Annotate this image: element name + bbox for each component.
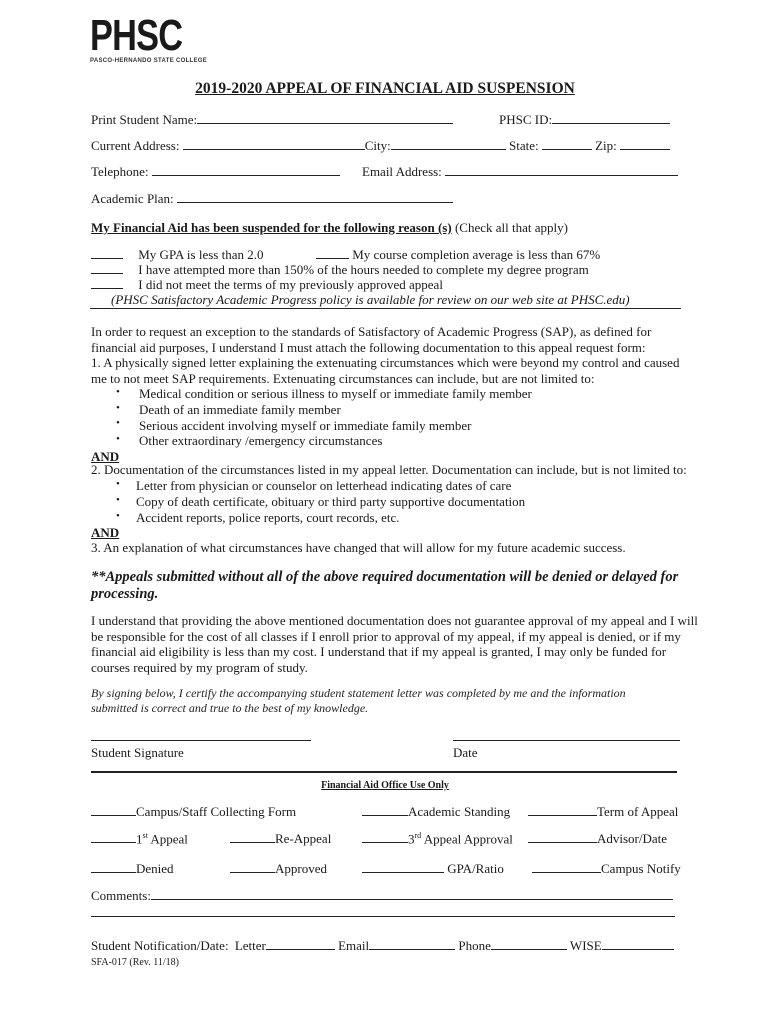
wise-line[interactable] xyxy=(602,939,674,950)
state-line[interactable] xyxy=(542,139,592,150)
third-appeal-number: 3 xyxy=(408,831,415,847)
reason-note: (Check all that apply) xyxy=(454,220,568,235)
form-number: SFA-017 (Rev. 11/18) xyxy=(91,957,179,968)
city-line[interactable] xyxy=(391,139,506,150)
signature-line[interactable] xyxy=(91,740,311,741)
letter-line[interactable] xyxy=(266,939,335,950)
current-address-label: Current Address: xyxy=(91,138,180,153)
intro-line-3: 1. A physically signed letter explaining the extenuating circumstances which were beyond my control and caused xyxy=(91,355,680,371)
list-item-certificate: Copy of death certificate, obituary or third party supportive documentation xyxy=(136,494,526,509)
academic-plan-label: Academic Plan: xyxy=(91,191,174,206)
zip-line[interactable] xyxy=(620,139,670,150)
reason-gpa-text: My GPA is less than 2.0 xyxy=(138,247,264,262)
reason-gpa[interactable] xyxy=(91,247,263,263)
email-field[interactable] xyxy=(362,164,678,180)
logo-wordmark: PHSC xyxy=(90,11,183,60)
understand-line-3: financial aid eligibility is less than my cost. I understand that if my appeal is granted, I may only be funded for xyxy=(91,644,667,660)
print-name-field[interactable] xyxy=(91,112,453,128)
email-label: Email Address: xyxy=(362,164,442,179)
email-line[interactable] xyxy=(445,165,678,176)
re-appeal-label: Re-Appeal xyxy=(275,831,332,846)
current-address-field[interactable] xyxy=(91,138,670,154)
phone-line[interactable] xyxy=(491,939,567,950)
third-appeal-label: Appeal Approval xyxy=(421,831,513,847)
bullet: • xyxy=(116,478,120,490)
bullet: • xyxy=(116,402,120,414)
term-of-appeal-line[interactable] xyxy=(528,805,597,816)
approved-line[interactable] xyxy=(230,862,275,873)
understand-line-2: be responsible for the cost of all classes if I enroll prior to approval of my appeal, if my appeal is denied, or if my xyxy=(91,628,681,644)
third-appeal-line[interactable] xyxy=(362,832,408,843)
office-use-heading: Financial Aid Office Use Only xyxy=(321,780,449,791)
certify-line-2: submitted is correct and true to the best of my knowledge. xyxy=(91,701,369,715)
telephone-label: Telephone: xyxy=(91,164,149,179)
third-appeal-suffix: rd xyxy=(414,831,422,840)
campus-notify-line[interactable] xyxy=(532,862,601,873)
third-appeal-field[interactable] xyxy=(362,831,513,847)
notification-field[interactable] xyxy=(91,938,674,954)
reason-heading xyxy=(91,220,568,236)
approved-field[interactable] xyxy=(230,861,327,877)
comments-line[interactable] xyxy=(151,889,673,900)
letter-label: Letter xyxy=(234,938,266,953)
phsc-id-label: PHSC ID: xyxy=(499,112,553,127)
advisor-date-field[interactable] xyxy=(528,831,667,847)
city-label: City: xyxy=(364,138,391,153)
comments-line-2[interactable] xyxy=(91,916,675,917)
first-appeal-suffix: st xyxy=(142,831,148,840)
office-divider xyxy=(91,771,677,773)
notification-label: Student Notification/Date: xyxy=(91,938,229,953)
term-of-appeal-field[interactable] xyxy=(528,804,678,820)
academic-plan-line[interactable] xyxy=(177,192,453,203)
list-item-reports: Accident reports, police reports, court records, etc. xyxy=(136,510,400,525)
intro-line-1: In order to request an exception to the standards of Satisfactory of Academic Progress (SAP), as defined for xyxy=(91,324,652,339)
understand-line-1: I understand that providing the above mentioned documentation does not guarantee approval of my appeal and I will xyxy=(91,613,698,628)
checkbox-line-attempted[interactable] xyxy=(91,263,123,274)
list-item-letter: Letter from physician or counselor on letterhead indicating dates of care xyxy=(136,478,512,493)
approved-label: Approved xyxy=(275,861,327,876)
campus-staff-line[interactable] xyxy=(91,805,136,816)
print-name-label: Print Student Name: xyxy=(91,112,198,127)
email-notify-line[interactable] xyxy=(369,939,455,950)
telephone-field[interactable] xyxy=(91,164,340,180)
bullet: • xyxy=(116,386,120,398)
student-signature-label: Student Signature xyxy=(91,745,184,760)
list-item-accident: Serious accident involving myself or immediate family member xyxy=(139,417,472,433)
phsc-id-field[interactable] xyxy=(499,112,670,128)
sap-policy-note: (PHSC Satisfactory Academic Progress policy is available for review on our web site at PHSC.edu) xyxy=(111,292,630,307)
logo-subtitle: PASCO-HERNANDO STATE COLLEGE xyxy=(90,58,208,64)
first-appeal-line[interactable] xyxy=(91,832,136,843)
term-of-appeal-label: Term of Appeal xyxy=(597,804,679,819)
academic-standing-line[interactable] xyxy=(362,805,408,816)
first-appeal-field[interactable] xyxy=(91,831,188,847)
advisor-date-line[interactable] xyxy=(528,832,597,843)
documentation-item: 2. Documentation of the circumstances listed in my appeal letter. Documentation can include, but is not limited to: xyxy=(91,462,687,477)
academic-plan-field[interactable] xyxy=(91,191,453,207)
checkbox-line-gpa[interactable] xyxy=(91,248,123,259)
phsc-logo xyxy=(90,11,208,64)
first-appeal-label: Appeal xyxy=(147,831,188,847)
denied-field[interactable] xyxy=(91,861,174,877)
campus-staff-label: Campus/Staff Collecting Form xyxy=(136,804,297,819)
first-appeal-number: 1 xyxy=(136,831,143,847)
wise-label: WISE xyxy=(569,938,602,953)
reason-completion-text: My course completion average is less than 67% xyxy=(352,247,601,262)
bullet: • xyxy=(116,417,120,429)
understand-line-4: courses required by my program of study. xyxy=(91,659,308,675)
reason-attempted-text: I have attempted more than 150% of the hours needed to complete my degree program xyxy=(138,262,589,277)
reason-heading-text: My Financial Aid has been suspended for the following reason (s) xyxy=(91,220,452,235)
phsc-id-line[interactable] xyxy=(552,113,670,124)
email-notify-label: Email xyxy=(338,938,370,953)
state-label: State: xyxy=(508,138,539,153)
warning-line-1: **Appeals submitted without all of the above required documentation will be denied or delayed for xyxy=(91,569,679,585)
and-label-1: AND xyxy=(91,448,120,464)
bullet: • xyxy=(116,494,120,506)
warning-line-2: processing. xyxy=(91,586,159,602)
campus-staff-field[interactable] xyxy=(91,804,296,820)
re-appeal-line[interactable] xyxy=(230,832,275,843)
list-item-other: Other extraordinary /emergency circumstances xyxy=(139,433,383,449)
date-line[interactable] xyxy=(453,740,680,741)
explanation-item: 3. An explanation of what circumstances have changed that will allow for my future academic success. xyxy=(91,540,626,555)
campus-notify-field[interactable] xyxy=(532,861,681,877)
gpa-ratio-line[interactable] xyxy=(362,862,444,873)
re-appeal-field[interactable] xyxy=(230,831,331,847)
certify-line-1: By signing below, I certify the accompanying student statement letter was completed by me and the information xyxy=(91,686,626,700)
gpa-ratio-label: GPA/Ratio xyxy=(447,861,504,876)
intro-line-4: me to not meet SAP requirements. Extenuating circumstances can include, but are not limited to: xyxy=(91,370,595,386)
list-item-medical: Medical condition or serious illness to myself or immediate family member xyxy=(139,386,532,402)
denied-line[interactable] xyxy=(91,862,136,873)
list-item-death: Death of an immediate family member xyxy=(139,402,341,417)
reason-attempted[interactable] xyxy=(91,262,589,278)
gpa-ratio-field[interactable] xyxy=(362,861,504,877)
intro-line-2: financial aid purposes, I understand I must attach the following documentation to this appeal request form: xyxy=(91,339,646,355)
advisor-date-label: Advisor/Date xyxy=(597,831,668,846)
phone-label: Phone xyxy=(458,938,491,953)
zip-label: Zip: xyxy=(595,138,617,153)
checkbox-line-completion[interactable] xyxy=(316,248,349,259)
date-label: Date xyxy=(453,745,478,760)
campus-notify-label: Campus Notify xyxy=(601,861,681,876)
telephone-line[interactable] xyxy=(152,165,340,176)
address-line[interactable] xyxy=(183,139,365,150)
reason-completion[interactable] xyxy=(316,247,600,263)
comments-field[interactable] xyxy=(91,888,673,904)
reason-terms-text: I did not meet the terms of my previously approved appeal xyxy=(138,277,443,292)
checkbox-line-terms[interactable] xyxy=(91,278,123,289)
section-divider xyxy=(90,308,681,309)
and-label-2: AND xyxy=(91,525,120,540)
denied-label: Denied xyxy=(136,861,174,876)
reason-terms[interactable] xyxy=(91,277,443,293)
academic-standing-field[interactable] xyxy=(362,804,510,820)
print-name-line[interactable] xyxy=(197,113,453,124)
comments-label: Comments: xyxy=(91,888,151,903)
academic-standing-label: Academic Standing xyxy=(408,804,511,819)
form-title: 2019-2020 APPEAL OF FINANCIAL AID SUSPENSION xyxy=(195,80,575,97)
bullet: • xyxy=(116,510,120,522)
bullet: • xyxy=(116,433,120,445)
